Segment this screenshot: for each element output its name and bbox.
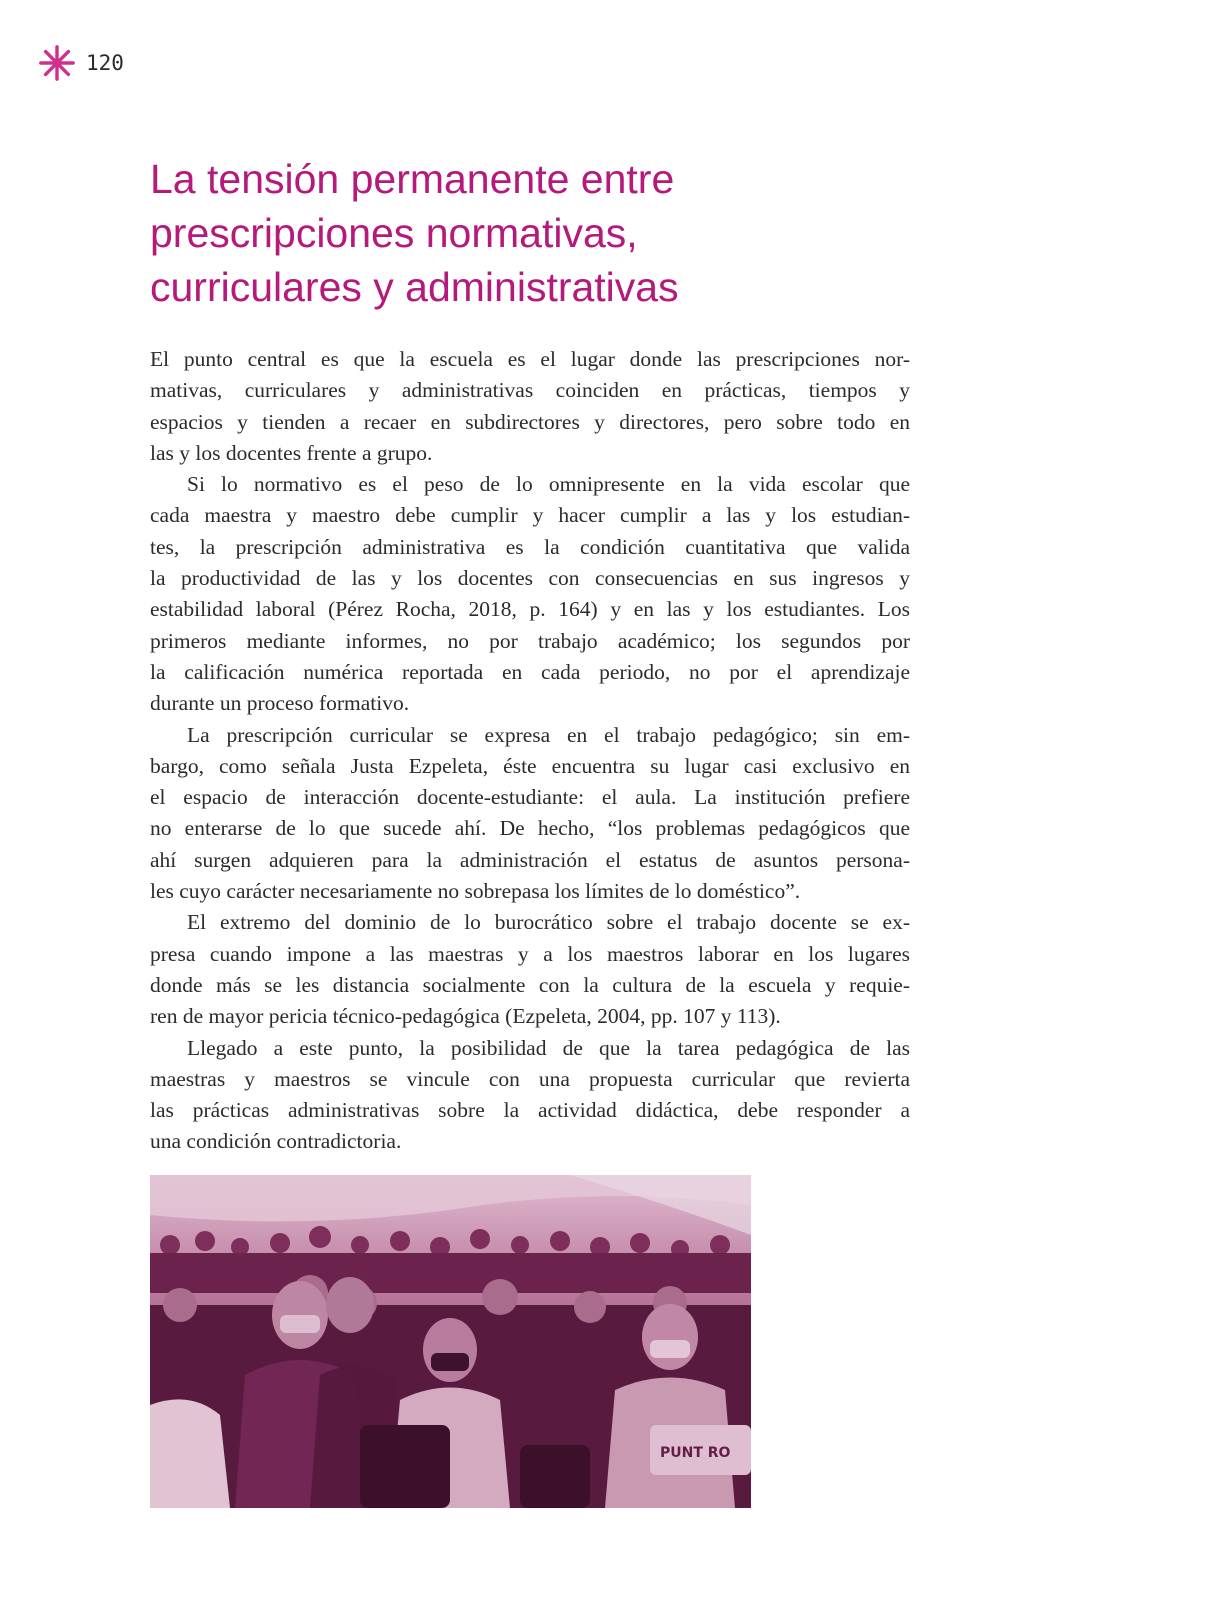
- paragraph-4: [150, 907, 910, 1032]
- text-line: El punto central es que la escuela es el lugar donde las prescripciones nor-: [150, 347, 910, 371]
- text-line: una condición contradictoria.: [150, 1129, 402, 1154]
- text-line: mativas, curriculares y administrativas coinciden en prácticas, tiempos y: [150, 378, 910, 403]
- page-header: [38, 44, 124, 82]
- asterisk-icon: [38, 44, 76, 82]
- text-line: las prácticas administrativas sobre la actividad didáctica, debe responder a: [150, 1098, 910, 1123]
- text-line: la productividad de las y los docentes con consecuencias en sus ingresos y: [150, 566, 910, 591]
- title-line: curriculares y administrativas: [150, 264, 679, 310]
- text-line: maestras y maestros se vincule con una propuesta curricular que revierta: [150, 1066, 910, 1091]
- paragraph-2: [150, 469, 910, 719]
- text-line: Llegado a este punto, la posibilidad de que la tarea pedagógica de las: [187, 1035, 910, 1060]
- text-line: la calificación numérica reportada en cada periodo, no por el aprendizaje: [150, 659, 910, 684]
- page-number: 120: [86, 51, 124, 75]
- paragraph-5: [150, 1033, 910, 1158]
- paragraph-3: [150, 720, 910, 908]
- text-line: El extremo del dominio de lo burocrático sobre el trabajo docente se ex-: [187, 910, 910, 935]
- text-line: durante un proceso formativo.: [150, 691, 410, 716]
- text-line: las y los docentes frente a grupo.: [150, 440, 433, 465]
- crowd-photo: [150, 1175, 751, 1508]
- section-title: [150, 152, 910, 314]
- crowd-photo-illustration: [150, 1175, 751, 1508]
- text-line: tes, la prescripción administrativa es la condición cuantitativa que valida: [150, 534, 910, 559]
- text-line: no enterarse de lo que sucede ahí. De hecho, “los problemas pedagógicos que: [150, 816, 910, 841]
- text-line: donde más se les distancia socialmente con la cultura de la escuela y requie-: [150, 972, 910, 997]
- text-line: espacios y tienden a recaer en subdirectores y directores, pero sobre todo en: [150, 409, 910, 434]
- text-line: ahí surgen adquieren para la administración el estatus de asuntos persona-: [150, 847, 910, 872]
- title-line: La tensión permanente entre: [150, 156, 675, 202]
- paragraph-1: [150, 344, 910, 469]
- text-line: cada maestra y maestro debe cumplir y hacer cumplir a las y los estudian-: [150, 503, 910, 528]
- title-line: prescripciones normativas,: [150, 210, 638, 256]
- body-text: [150, 344, 910, 1158]
- text-line: primeros mediante informes, no por trabajo académico; los segundos por: [150, 628, 910, 653]
- text-line: Si lo normativo es el peso de lo omnipresente en la vida escolar que: [187, 472, 910, 497]
- photo-sign-text: PUNT RO: [660, 1445, 731, 1461]
- text-line: el espacio de interacción docente-estudiante: el aula. La institución prefiere: [150, 785, 910, 810]
- text-line: ren de mayor pericia técnico-pedagógica (Ezpeleta, 2004, pp. 107 y 113).: [150, 1004, 781, 1029]
- text-line: presa cuando impone a las maestras y a los maestros laborar en los lugares: [150, 941, 910, 966]
- text-line: les cuyo carácter necesariamente no sobrepasa los límites de lo doméstico”.: [150, 879, 801, 904]
- text-line: La prescripción curricular se expresa en el trabajo pedagógico; sin em-: [187, 722, 910, 747]
- text-line: bargo, como señala Justa Ezpeleta, éste encuentra su lugar casi exclusivo en: [150, 753, 910, 778]
- text-line: estabilidad laboral (Pérez Rocha, 2018, p. 164) y en las y los estudiantes. Los: [150, 597, 910, 622]
